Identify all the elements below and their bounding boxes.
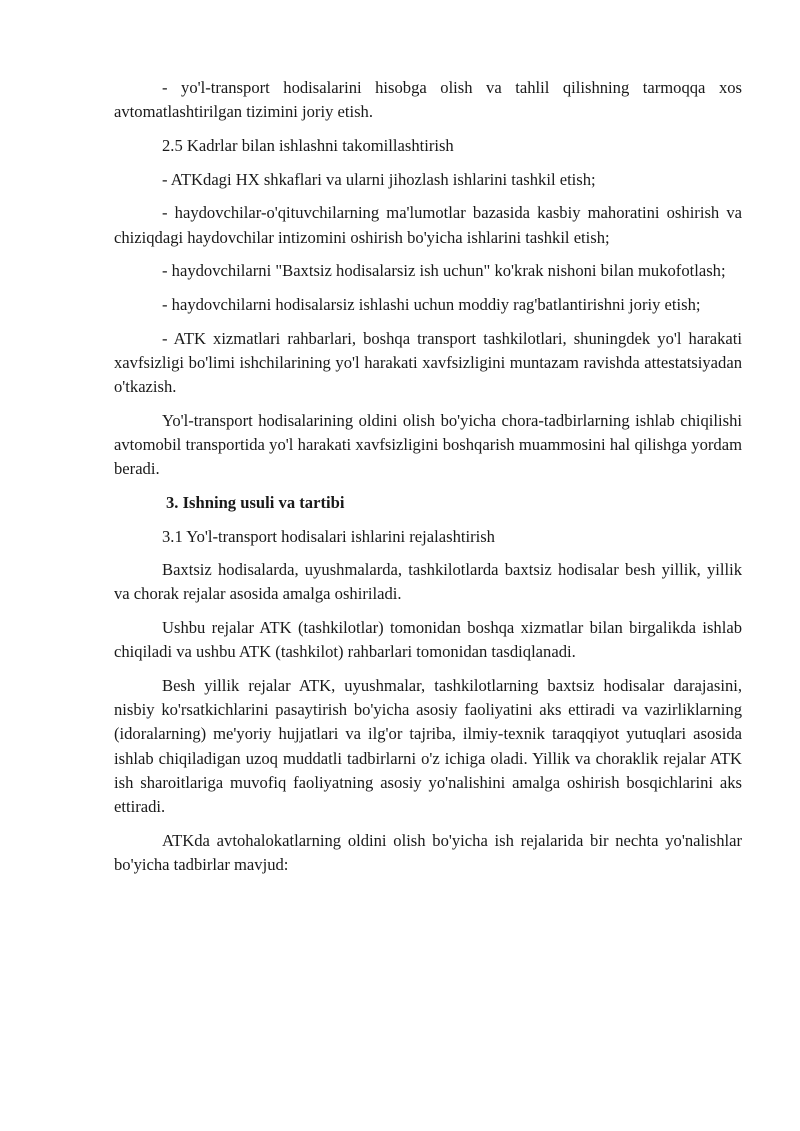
- paragraph-badge-award: - haydovchilarni "Baxtsiz hodisalarsiz ish uchun" ko'krak nishoni bilan mukofotlash;: [162, 261, 726, 281]
- paragraph-material-incentives: - haydovchilarni hodisalarsiz ishlashi uchun moddiy rag'batlantirishni joriy etish;: [162, 294, 701, 314]
- paragraph-plans-basis: Baxtsiz hodisalarda, uyushmalarda, tashkilotlarda baxtsiz hodisalar besh yillik, yillik va chorak rejalar asosida amalga oshiriladi.: [114, 560, 742, 604]
- paragraph-atk-directions: ATKda avtohalokatlarning oldini olish bo'yicha ish rejalarida bir nechta yo'nalishlar bo'yicha tadbirlar mavjud:: [114, 830, 742, 874]
- document-page: [114, 76, 742, 887]
- paragraph-prevention-measures: Yo'l-transport hodisalarining oldini olish bo'yicha chora-tadbirlarning ishlab chiqilishi avtomobil transportida yo'l harakati xavfsizligini boshqarish muammosini hal qilishga yordam beradi.: [114, 410, 742, 479]
- section-heading-3-1: 3.1 Yo'l-transport hodisalari ishlarini rejalashtirish: [162, 526, 495, 546]
- paragraph-driver-instructors: - haydovchilar-o'qituvchilarning ma'lumotlar bazasida kasbiy mahoratini oshirish va chiziqdagi haydovchilar intizomini oshirish bo'yicha ishlarini tashkil etish;: [114, 203, 742, 247]
- paragraph-hx-cabinets: - ATKdagi HX shkaflari va ularni jihozlash ishlarini tashkil etish;: [162, 169, 596, 189]
- paragraph-five-year-plans: Besh yillik rejalar ATK, uyushmalar, tashkilotlarning baxtsiz hodisalar darajasini, nisbiy ko'rsatkichlarini pasaytirish bo'yicha asosiy faoliyatini aks ettiradi va vazirliklarning (idoralarning) me'yoriy hujjatlari va ilg'or tajriba, ilmiy-texnik taraqqiyot yutuqlari asosida ishlab chiqiladigan uzoq muddatli tadbirlarni o'z ichiga oladi. Yillik va choraklik rejalar ATK ish sharoitlariga muvofiq faoliyatning asosiy yo'nalishini amalga oshirish bosqichlarini aks ettiradi.: [114, 676, 742, 817]
- paragraph-plans-approval: Ushbu rejalar ATK (tashkilotlar) tomonidan boshqa xizmatlar bilan birgalikda ishlab chiqiladi va ushbu ATK (tashkilot) rahbarlari tomonidan tasdiqlanadi.: [114, 618, 742, 662]
- section-heading-2-5: 2.5 Kadrlar bilan ishlashni takomillashtirish: [162, 135, 454, 155]
- section-heading-3: 3. Ishning usuli va tartibi: [166, 492, 345, 512]
- paragraph-attestation: - ATK xizmatlari rahbarlari, boshqa transport tashkilotlari, shuningdek yo'l harakati xavfsizligi bo'limi ishchilarining yo'l harakati xavfsizligini muntazam ravishda attestatsiyadan o'tkazish.: [114, 328, 742, 397]
- paragraph-accident-tracking-system: - yo'l-transport hodisalarini hisobga olish va tahlil qilishning tarmoqqa xos avtomatlashtirilgan tizimini joriy etish.: [114, 78, 742, 122]
